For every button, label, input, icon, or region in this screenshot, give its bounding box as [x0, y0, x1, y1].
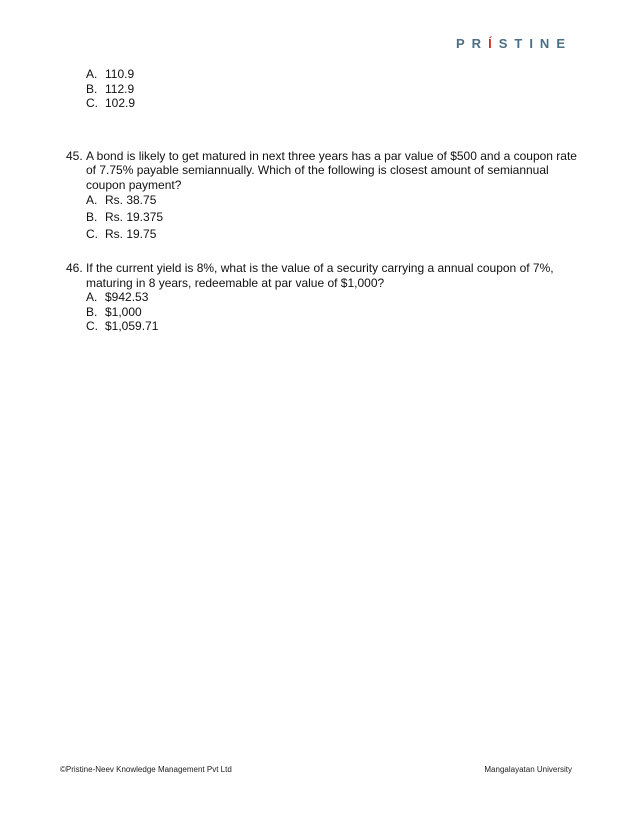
option-text: $1,000	[105, 304, 142, 319]
footer-university: Mangalayatan University	[484, 765, 572, 774]
option-text: Rs. 19.375	[105, 210, 164, 224]
logo-text-end: STINE	[498, 36, 572, 51]
option-item	[66, 96, 586, 111]
option-item	[66, 82, 586, 97]
question-46	[66, 261, 586, 334]
option-item	[86, 192, 586, 209]
pristine-logo	[456, 36, 572, 51]
option-item	[86, 226, 586, 243]
question-body	[86, 261, 586, 334]
option-letter: B.	[86, 81, 98, 96]
option-letter: A.	[86, 193, 98, 207]
option-letter: B.	[86, 304, 98, 319]
option-text: Rs. 19.75	[105, 227, 157, 241]
question-text: A bond is likely to get matured in next three years has a par value of $500 and a coupon rate of 7.75% payable semiannually. Which of the following is closest amount of semiannual coupon payment?	[86, 148, 577, 192]
option-item	[66, 67, 586, 82]
option-letter: A.	[86, 67, 98, 81]
footer-copyright: ©Pristine-Neev Knowledge Management Pvt Ltd	[60, 765, 232, 774]
question-options	[86, 290, 586, 334]
option-text: Rs. 38.75	[105, 193, 157, 207]
question-text: If the current yield is 8%, what is the value of a security carrying a annual coupon of 7%, maturing in 8 years, redeemable at par value of $1,000?	[86, 261, 554, 290]
option-item	[86, 290, 586, 305]
option-text: 110.9	[105, 67, 135, 81]
option-text: $1,059.71	[105, 319, 159, 333]
question-45	[66, 149, 586, 244]
option-text: 102.9	[105, 96, 136, 110]
logo-text-start: PR	[456, 36, 489, 51]
option-letter: B.	[86, 210, 98, 224]
option-letter: A.	[86, 290, 98, 304]
logo-accent-letter: Í	[488, 36, 499, 51]
page-content	[66, 67, 586, 334]
previous-question-options	[66, 67, 586, 111]
option-text: 112.9	[105, 81, 135, 96]
question-options	[86, 192, 586, 243]
question-number: 46.	[66, 261, 83, 275]
option-item	[86, 319, 586, 334]
option-text: $942.53	[105, 290, 149, 304]
page-footer	[60, 765, 572, 774]
option-letter: C.	[86, 96, 98, 110]
question-body	[86, 149, 586, 244]
option-letter: C.	[86, 227, 98, 241]
option-item	[86, 305, 586, 320]
question-number: 45.	[66, 148, 83, 163]
option-item	[86, 209, 586, 226]
option-letter: C.	[86, 319, 98, 333]
